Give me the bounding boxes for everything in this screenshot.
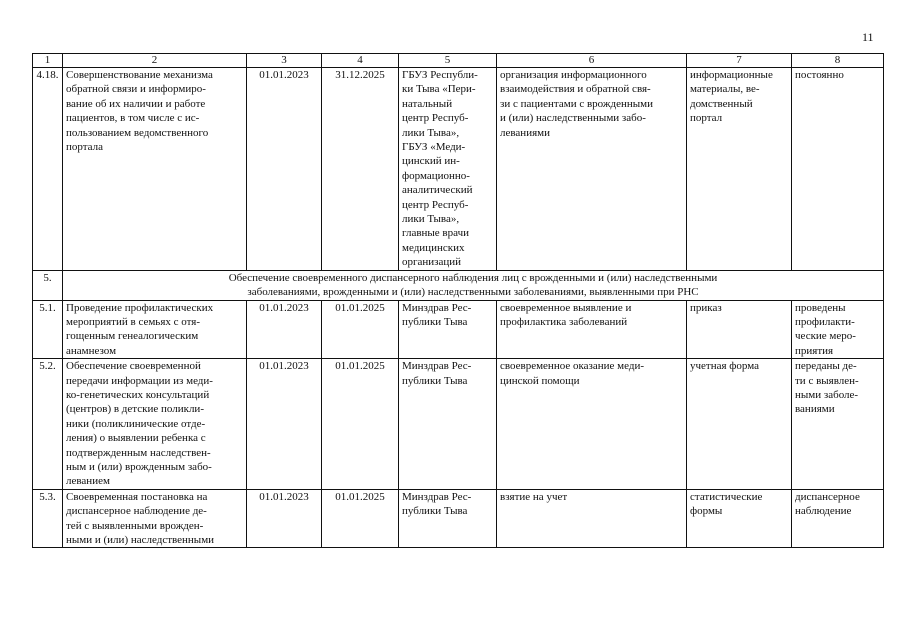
page-number: 11: [862, 30, 874, 44]
result-cell: своевременное выявление и профилактика заболеваний: [497, 300, 687, 359]
section-number: 5.: [33, 270, 63, 300]
responsible-cell: ГБУЗ Республи- ки Тыва «Пери- натальный центр Респуб- лики Тыва», ГБУЗ «Меди- цинский ин- формационно- аналитический центр Респуб- лики Тыва», главные врачи медицинских организаций: [399, 68, 497, 271]
table-row: [33, 68, 884, 271]
end-date-cell: 01.01.2025: [322, 489, 399, 548]
end-date-cell: 01.01.2025: [322, 300, 399, 359]
document-cell: учетная форма: [687, 359, 792, 490]
activity-cell: Обеспечение своевременной передачи информации из меди- ко-генетических консультаций (центров) в детские поликли- ники (поликлинические отде- ления) о выявлении ребенка с подтвержденным наследствен- ным и (или) врожденным забо- леванием: [63, 359, 247, 490]
table-row: [33, 359, 884, 490]
table-row: [33, 300, 884, 359]
section-row: [33, 270, 884, 300]
start-date-cell: 01.01.2023: [247, 68, 322, 271]
end-date-cell: 31.12.2025: [322, 68, 399, 271]
period-cell: переданы де- ти с выявлен- ными заболе- ваниями: [792, 359, 884, 490]
period-cell: проведены профилакти- ческие меро- приятия: [792, 300, 884, 359]
activity-cell: Проведение профилактических мероприятий в семьях с отя- гощенным генеалогическим анамнезом: [63, 300, 247, 359]
column-number: 4: [322, 54, 399, 68]
responsible-cell: Минздрав Рес- публики Тыва: [399, 300, 497, 359]
column-number: 2: [63, 54, 247, 68]
row-number: 5.3.: [33, 489, 63, 548]
responsible-cell: Минздрав Рес- публики Тыва: [399, 489, 497, 548]
column-number: 8: [792, 54, 884, 68]
column-number: 6: [497, 54, 687, 68]
document-cell: информационные материалы, ве- домственный портал: [687, 68, 792, 271]
column-number: 7: [687, 54, 792, 68]
activity-cell: Совершенствование механизма обратной связи и информиро- вание об их наличии и работе пациентов, в том числе с ис- пользованием ведомственного портала: [63, 68, 247, 271]
activity-cell: Своевременная постановка на диспансерное наблюдение де- тей с выявленными врожден- ными и (или) наследственными: [63, 489, 247, 548]
start-date-cell: 01.01.2023: [247, 300, 322, 359]
end-date-cell: 01.01.2025: [322, 359, 399, 490]
plan-table: [32, 53, 884, 548]
result-cell: организация информационного взаимодействия и обратной свя- зи с пациентами с врожденными и (или) наследственными забо- леваниями: [497, 68, 687, 271]
column-number: 3: [247, 54, 322, 68]
column-number: 5: [399, 54, 497, 68]
row-number: 5.1.: [33, 300, 63, 359]
responsible-cell: Минздрав Рес- публики Тыва: [399, 359, 497, 490]
column-number: 1: [33, 54, 63, 68]
column-number-row: [33, 54, 884, 68]
document-cell: статистические формы: [687, 489, 792, 548]
start-date-cell: 01.01.2023: [247, 359, 322, 490]
start-date-cell: 01.01.2023: [247, 489, 322, 548]
row-number: 4.18.: [33, 68, 63, 271]
result-cell: взятие на учет: [497, 489, 687, 548]
period-cell: диспансерное наблюдение: [792, 489, 884, 548]
row-number: 5.2.: [33, 359, 63, 490]
period-cell: постоянно: [792, 68, 884, 271]
section-title: Обеспечение своевременного диспансерного наблюдения лиц с врожденными и (или) наследственными заболеваниями, врожденными и (или) наследственными заболеваниями, выявленными при РНС: [63, 270, 884, 300]
table-row: [33, 489, 884, 548]
document-cell: приказ: [687, 300, 792, 359]
result-cell: своевременное оказание меди- цинской помощи: [497, 359, 687, 490]
